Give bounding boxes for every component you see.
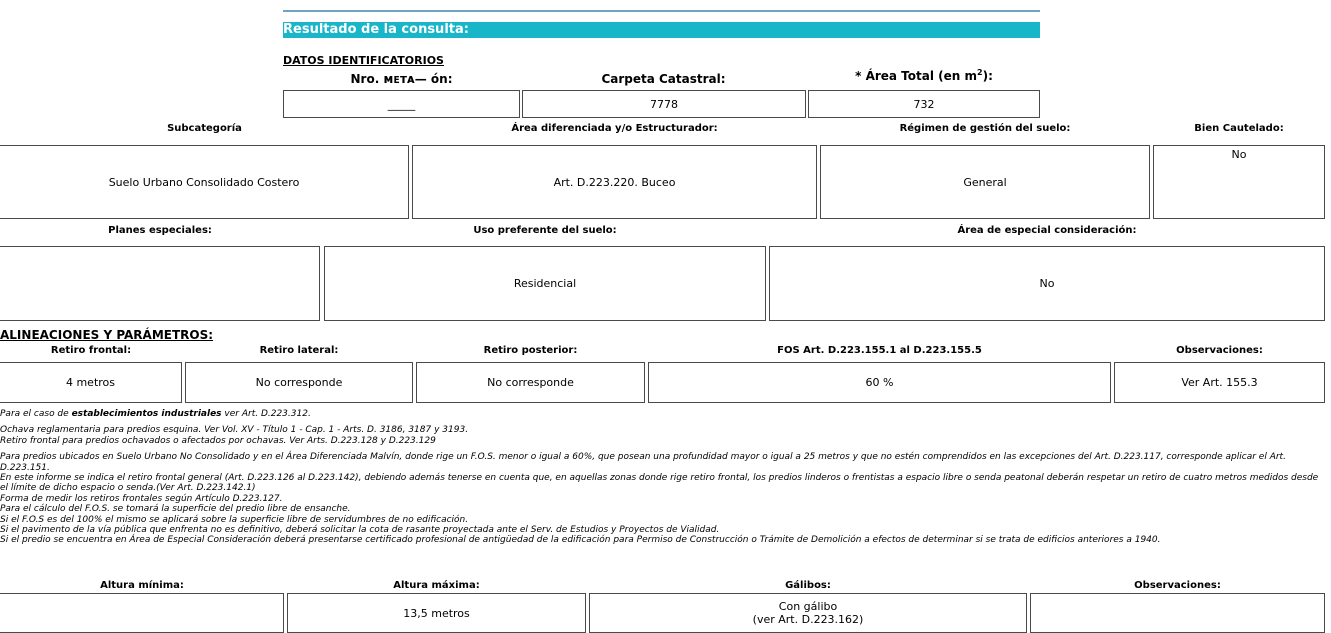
note-line: Si el F.O.S es del 100% el mismo se aplicará sobre la superficie libre de servidumbres de no edificación.: [0, 514, 469, 525]
fos-value: 60 %: [865, 376, 894, 389]
observaciones-value: Ver Art. 155.3: [1181, 376, 1258, 389]
retiro-lateral-label: Retiro lateral:: [259, 345, 339, 356]
uso-preferente-value: Residencial: [513, 277, 577, 290]
regimen-cell: [820, 145, 1150, 219]
note-line: Forma de medir los retiros frontales según Artículo D.223.127.: [0, 493, 283, 504]
subcategoria-value: Suelo Urbano Consolidado Costero: [108, 175, 300, 189]
observaciones-alturas-label: Observaciones:: [1134, 580, 1221, 591]
area-total-label-end: ):: [982, 69, 993, 83]
altura-maxima-value: 13,5 metros: [403, 606, 470, 620]
retiro-lateral-value: No corresponde: [255, 376, 343, 389]
section-title-alineaciones: ALINEACIONES Y PARÁMETROS:: [0, 328, 214, 342]
galibos-cell: [589, 593, 1027, 633]
altura-minima-label: Altura mínima:: [100, 580, 184, 591]
observaciones-cell: [1114, 362, 1325, 403]
uso-preferente-cell: [324, 246, 766, 321]
subcategoria-cell: [0, 145, 409, 219]
note-line: En este informe se indica el retiro frontal general (Art. D.223.126 al D.223.142), debiendo además tenerse en cuenta que, en aquellas zonas donde rige retiro frontal, los predios linderos o frentistas a espacio libre o senda peatonal deberán respetar un retiro de cuatro metros medidos desde el límite de dicho espacio o senda.(Ver Art. D.223.142.1): [0, 473, 1319, 494]
retiro-posterior-label: Retiro posterior:: [483, 345, 578, 356]
bien-cautelado-value: No: [1231, 148, 1247, 161]
retiro-frontal-value: 4 metros: [65, 376, 116, 389]
retiro-frontal-cell: [0, 362, 182, 403]
retiro-posterior-cell: [416, 362, 645, 403]
fos-label: FOS Art. D.223.155.1 al D.223.155.5: [777, 345, 982, 356]
notes-block: [0, 409, 1320, 546]
area-especial-cell: [769, 246, 1325, 321]
area-total-value: 732: [913, 97, 935, 111]
observaciones-alturas-cell: [1030, 593, 1325, 633]
nro-label: Nro. ᴍᴇᴛᴀ— ón:: [350, 72, 453, 86]
altura-minima-cell: [0, 593, 284, 633]
section-title-datos: DATOS IDENTIFICATORIOS: [283, 54, 444, 67]
top-rule: [283, 10, 1040, 12]
planes-especiales-cell: [0, 246, 320, 321]
nro-field: [283, 90, 520, 118]
area-total-label-text: * Área Total (en m: [855, 69, 977, 83]
altura-maxima-cell: [287, 593, 586, 633]
observaciones-label: Observaciones:: [1176, 345, 1263, 356]
note-industriales-prefix: Para el caso de: [0, 409, 72, 419]
area-total-label-sup: 2: [977, 68, 983, 77]
carpeta-field: [522, 90, 806, 118]
note-line: Si el predio se encuentra en Área de Especial Consideración deberá presentarse certificado profesional de antigüedad de la edificación para Permiso de Construcción o Trámite de Demolición a efectos de determinar si se trata de edificios anteriores a 1940.: [0, 535, 1161, 546]
area-especial-value: No: [1039, 277, 1055, 290]
note-industriales-suffix: ver Art. D.223.312.: [221, 409, 311, 419]
uso-preferente-label: Uso preferente del suelo:: [473, 225, 617, 236]
note-line: Si el pavimento de la vía pública que enfrenta no es definitivo, deberá solicitar la cota de rasante proyectada ante el Serv. de Estudios y Proyectos de Vialidad.: [0, 525, 720, 536]
note-industriales-bold: establecimientos industriales: [71, 409, 222, 419]
carpeta-label: Carpeta Catastral:: [601, 72, 726, 86]
galibos-label: Gálibos:: [785, 580, 831, 591]
regimen-value: General: [963, 175, 1007, 189]
area-total-label: [808, 68, 1040, 83]
subcategoria-label: Subcategoría: [167, 123, 242, 134]
area-diferenciada-label: Área diferenciada y/o Estructurador:: [511, 123, 718, 134]
area-especial-label: Área de especial consideración:: [957, 225, 1137, 236]
note-line: Ochava reglamentaria para predios esquina. Ver Vol. XV - Título 1 - Cap. 1 - Arts. D. 3186, 3187 y 3193.: [0, 425, 469, 436]
retiro-posterior-value: No corresponde: [487, 376, 574, 389]
area-total-field: [808, 90, 1040, 118]
bien-cautelado-cell: [1153, 145, 1325, 219]
note-line: Para el cálculo del F.O.S. se tomará la superficie del predio libre de ensanche.: [0, 504, 351, 515]
galibos-note: (ver Art. D.223.162): [752, 613, 864, 626]
nro-value: _____: [387, 97, 416, 111]
regimen-label: Régimen de gestión del suelo:: [899, 123, 1071, 134]
area-diferenciada-cell: [412, 145, 817, 219]
retiro-lateral-cell: [185, 362, 413, 403]
note-industriales: [0, 409, 1320, 419]
altura-maxima-label: Altura máxima:: [393, 580, 480, 591]
retiro-frontal-label: Retiro frontal:: [50, 345, 132, 356]
note-line: Para predios ubicados en Suelo Urbano No Consolidado y en el Área Diferenciada Malvín, donde rige un F.O.S. menor o igual a 60%, que posean una profundidad mayor o igual a 25 metros y que no estén comprendidos en las excepciones del Art. D.223.117, corresponde aplicar el Art. D.223.151.: [0, 452, 1286, 473]
area-diferenciada-value: Art. D.223.220. Buceo: [553, 175, 676, 189]
fos-cell: [648, 362, 1111, 403]
galibos-value: Con gálibo: [778, 600, 838, 613]
bien-cautelado-label: Bien Cautelado:: [1194, 123, 1284, 134]
carpeta-value: 7778: [650, 97, 678, 111]
note-line: Retiro frontal para predios ochavados o afectados por ochavas. Ver Arts. D.223.128 y D.223.129: [0, 435, 436, 446]
result-banner: Resultado de la consulta:: [283, 22, 1040, 38]
planes-especiales-label: Planes especiales:: [108, 225, 212, 236]
